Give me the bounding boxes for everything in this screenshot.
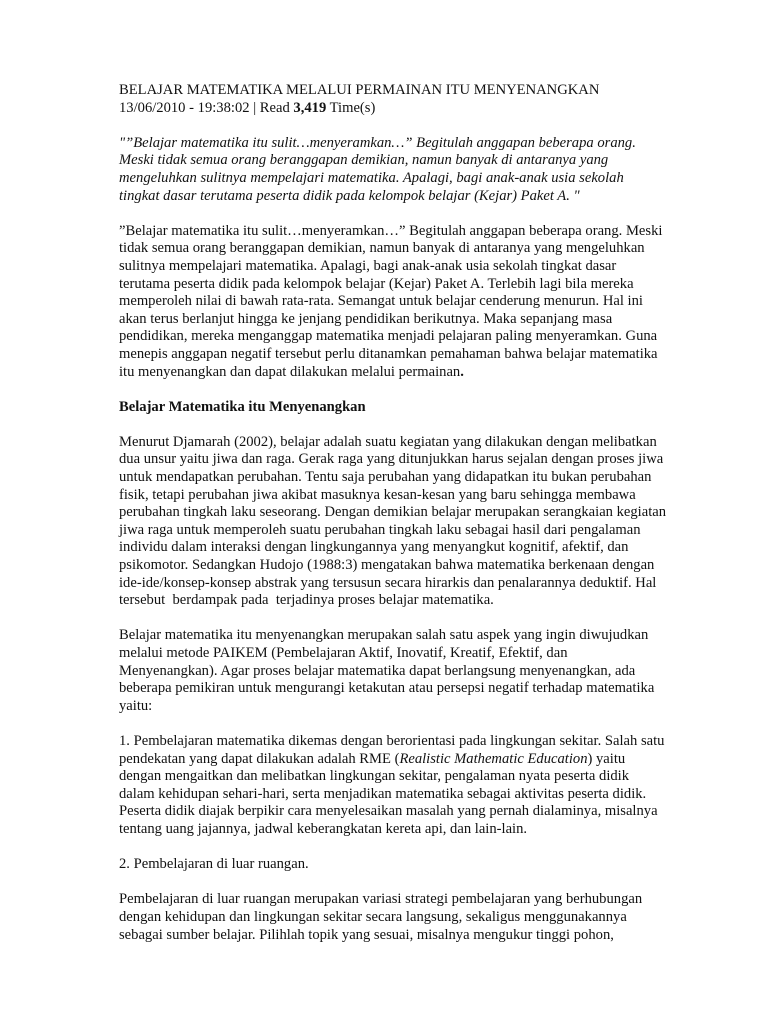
summary-line: tingkat dasar terutama peserta didik pada kelompok belajar (Kejar) Paket A. ": [119, 187, 580, 204]
point-1-line: dengan mengaitkan dan melibatkan lingkungan sekitar, pengalaman nyata peserta didik: [119, 768, 630, 785]
rme-prefix: pendekatan yang dapat dilakukan adalah RME (: [119, 750, 400, 767]
intro-last-period: .: [460, 363, 464, 380]
summary-paragraph: [119, 135, 659, 205]
intro-line: tidak semua orang beranggapan demikian, namun banyak di antaranya yang mengeluhkan: [119, 240, 645, 257]
djamarah-line: psikomotor. Sedangkan Hudojo (1988:3) mengatakan bahwa matematika berkenaan dengan: [119, 557, 655, 574]
djamarah-line: Menurut Djamarah (2002), belajar adalah suatu kegiatan yang dilakukan dengan melibatkan: [119, 433, 657, 450]
outdoor-line: Pembelajaran di luar ruangan merupakan variasi strategi pembelajaran yang berhubungan: [119, 891, 643, 908]
point-1-line: [119, 751, 659, 769]
point-1-line: 1. Pembelajaran matematika dikemas dengan berorientasi pada lingkungan sekitar. Salah satu: [119, 732, 665, 749]
point-1-line: tentang uang jajannya, jadwal keberangkatan kereta api, dan lain-lain.: [119, 820, 528, 837]
djamarah-line: fisik, tetapi perubahan jiwa akibat masuknya kesan-kesan yang baru sehingga membawa: [119, 486, 636, 503]
point-1-paragraph: [119, 732, 665, 839]
paikem-line: Menyenangkan). Agar proses belajar matematika dapat berlangsung menyenangkan, ada: [119, 662, 636, 679]
djamarah-line: individu dalam interaksi dengan lingkungannya yang menyangkut kognitif, afektif, dan: [119, 539, 629, 556]
intro-line: [119, 364, 659, 382]
section-heading: Belajar Matematika itu Menyenangkan: [119, 398, 366, 415]
paikem-line: melalui metode PAIKEM (Pembelajaran Aktif, Inovatif, Kreatif, Efektif, dan: [119, 645, 568, 661]
point-2-heading-block: [119, 856, 659, 874]
paikem-line: beberapa pemikiran untuk mengurangi ketakutan atau persepsi negatif terhadap matematika: [119, 680, 655, 697]
djamarah-line: jiwa raga untuk memperoleh suatu perubahan tingkah laku sebagai hasil dari pengalaman: [119, 521, 641, 538]
summary-line: "”Belajar matematika itu sulit…menyeramkan…” Begitulah anggapan beberapa orang.: [119, 134, 636, 151]
djamarah-line: untuk mendapatkan perubahan. Tentu saja perubahan yang didapatkan itu bukan perubahan: [119, 469, 652, 486]
paikem-line: Belajar matematika itu menyenangkan merupakan salah satu aspek yang ingin diwujudkan: [119, 627, 649, 644]
djamarah-line: dua unsur yaitu jiwa dan raga. Gerak raga yang ditunjukkan harus sejalan dengan proses jiwa: [119, 451, 664, 468]
point-1-line: Peserta didik diajak berpikir cara menyelesaikan masalah yang pernah dialaminya, misalnya: [119, 803, 658, 820]
article-date: 13/06/2010 - 19:38:02: [119, 99, 250, 116]
intro-last-text: itu menyenangkan dan dapat dilakukan melalui permainan: [119, 363, 461, 380]
article-header: [119, 82, 659, 117]
intro-line: akan terus berlanjut hingga ke jenjang pendidikan berikutnya. Maka sepanjang masa: [119, 310, 613, 327]
intro-line: memperoleh nilai di bawah rata-rata. Semangat untuk belajar cenderung menurun. Hal ini: [119, 293, 643, 310]
point-1-line: dalam kehidupan sehari-hari, serta menjadikan matematika sebagai aktivitas peserta didik.: [119, 785, 647, 802]
read-prefix: | Read: [249, 99, 294, 116]
paikem-line: yaitu:: [119, 697, 153, 714]
summary-line: mengeluhkan sulitnya mempelajari matematika. Apalagi, bagi anak-anak usia sekolah: [119, 169, 624, 186]
article-title: BELAJAR MATEMATIKA MELALUI PERMAINAN ITU MENYENANGKAN: [119, 82, 600, 98]
article-meta: [119, 100, 659, 118]
intro-line: terutama peserta didik pada kelompok belajar (Kejar) Paket A. Terlebih lagi bila mereka: [119, 275, 634, 292]
intro-line: sulitnya mempelajari matematika. Apalagi, bagi anak-anak usia sekolah tingkat dasar: [119, 257, 617, 274]
read-count: 3,419: [293, 99, 327, 116]
djamarah-line: tersebut berdampak pada terjadinya proses belajar matematika.: [119, 592, 494, 609]
djamarah-line: perubahan tingkah laku seseorang. Dengan demikian belajar merupakan serangkaian kegiatan: [119, 504, 667, 521]
rme-term: Realistic Mathematic Education: [399, 750, 588, 767]
intro-line: menepis anggapan negatif tersebut perlu ditanamkan pemahaman bahwa belajar matematika: [119, 345, 658, 362]
djamarah-line: ide-ide/konsep-konsep abstrak yang tersusun secara hirarkis dan penalarannya deduktif. Hal: [119, 574, 657, 591]
intro-paragraph: [119, 222, 663, 381]
read-suffix: Time(s): [326, 99, 376, 116]
summary-line: Meski tidak semua orang beranggapan demikian, namun banyak di antaranya yang: [119, 152, 609, 169]
outdoor-paragraph: [119, 891, 659, 944]
intro-line: pendidikan, mereka menganggap matematika menjadi pelajaran paling menyeramkan. Guna: [119, 328, 658, 345]
djamarah-paragraph: [119, 433, 667, 610]
outdoor-line: sebagai sumber belajar. Pilihlah topik yang sesuai, misalnya mengukur tinggi pohon,: [119, 926, 614, 943]
intro-line: ”Belajar matematika itu sulit…menyeramkan…” Begitulah anggapan beberapa orang. Meski: [119, 222, 663, 239]
point-2-heading: 2. Pembelajaran di luar ruangan.: [119, 856, 309, 873]
paikem-paragraph: [119, 627, 659, 715]
rme-suffix: ) yaitu: [587, 750, 626, 767]
document-page: [119, 82, 667, 962]
outdoor-line: dengan kehidupan dan lingkungan sekitar secara langsung, sekaligus menggunakannya: [119, 908, 627, 925]
section-heading-block: [119, 399, 659, 417]
